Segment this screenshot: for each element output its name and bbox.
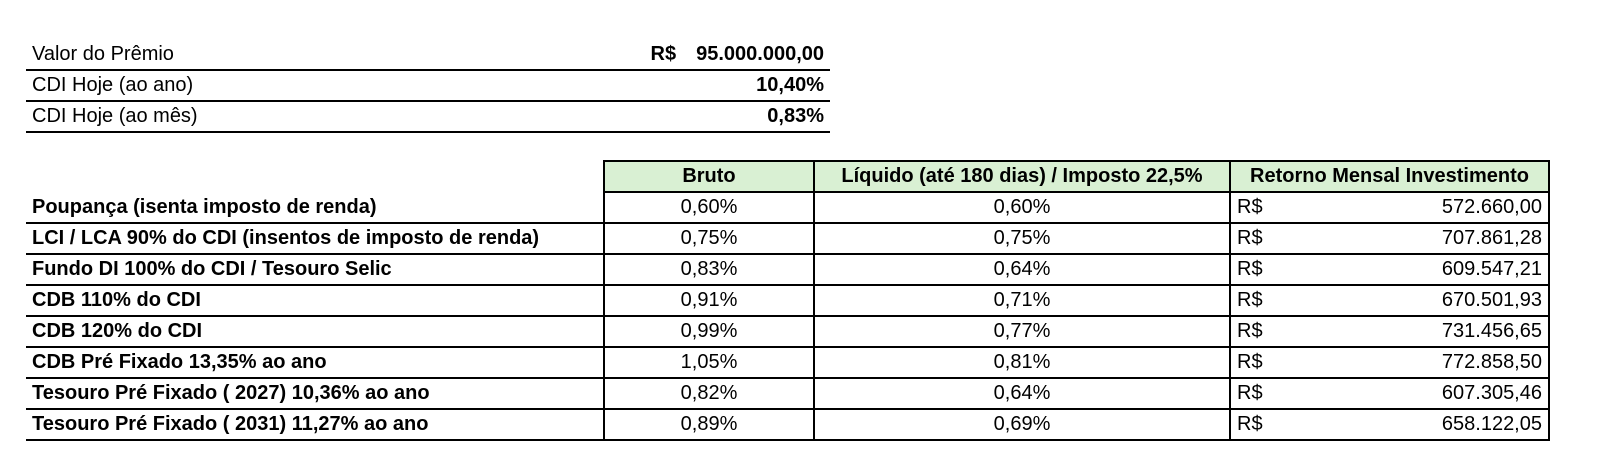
table-row: [26, 192, 1549, 223]
row-currency: R$: [1237, 289, 1263, 311]
row-bruto[interactable]: 0,83%: [604, 254, 814, 285]
header-retorno[interactable]: Retorno Mensal Investimento: [1230, 161, 1549, 192]
summary-row-premio: [26, 40, 830, 70]
row-liquido[interactable]: 0,60%: [814, 192, 1230, 223]
row-name[interactable]: CDB Pré Fixado 13,35% ao ano: [26, 347, 604, 378]
row-bruto[interactable]: 0,60%: [604, 192, 814, 223]
cdi-mes-label[interactable]: CDI Hoje (ao mês): [26, 101, 598, 132]
row-retorno-value: 572.660,00: [1441, 196, 1542, 218]
row-liquido[interactable]: 0,64%: [814, 378, 1230, 409]
row-retorno[interactable]: [1230, 347, 1549, 378]
row-retorno[interactable]: [1230, 192, 1549, 223]
row-bruto[interactable]: 0,91%: [604, 285, 814, 316]
row-retorno[interactable]: [1230, 285, 1549, 316]
summary-table: [26, 40, 830, 133]
row-name[interactable]: CDB 110% do CDI: [26, 285, 604, 316]
row-retorno[interactable]: [1230, 378, 1549, 409]
cdi-mes-value[interactable]: 0,83%: [598, 101, 830, 132]
row-retorno-value: 658.122,05: [1441, 413, 1542, 435]
row-currency: R$: [1237, 351, 1263, 373]
header-bruto[interactable]: Bruto: [604, 161, 814, 192]
header-liquido[interactable]: Líquido (até 180 dias) / Imposto 22,5%: [814, 161, 1230, 192]
cdi-ano-label[interactable]: CDI Hoje (ao ano): [26, 70, 598, 101]
premio-currency: R$: [650, 43, 677, 65]
investments-table: [26, 160, 1550, 441]
premio-label[interactable]: Valor do Prêmio: [26, 40, 598, 70]
row-liquido[interactable]: 0,69%: [814, 409, 1230, 440]
table-row: [26, 223, 1549, 254]
row-currency: R$: [1237, 320, 1263, 342]
table-row: [26, 347, 1549, 378]
row-bruto[interactable]: 0,89%: [604, 409, 814, 440]
row-name[interactable]: Fundo DI 100% do CDI / Tesouro Selic: [26, 254, 604, 285]
row-retorno-value: 772.858,50: [1441, 351, 1542, 373]
row-retorno[interactable]: [1230, 316, 1549, 347]
row-retorno-value: 707.861,28: [1441, 227, 1542, 249]
table-row: [26, 254, 1549, 285]
row-name[interactable]: CDB 120% do CDI: [26, 316, 604, 347]
header-blank-cell: [26, 161, 604, 192]
row-retorno-value: 731.456,65: [1441, 320, 1542, 342]
row-liquido[interactable]: 0,71%: [814, 285, 1230, 316]
summary-row-cdi-mes: [26, 101, 830, 132]
row-currency: R$: [1237, 227, 1263, 249]
table-row: [26, 316, 1549, 347]
row-currency: R$: [1237, 196, 1263, 218]
table-row: [26, 409, 1549, 440]
row-bruto[interactable]: 0,82%: [604, 378, 814, 409]
row-liquido[interactable]: 0,75%: [814, 223, 1230, 254]
row-retorno[interactable]: [1230, 223, 1549, 254]
row-currency: R$: [1237, 413, 1263, 435]
row-retorno-value: 609.547,21: [1441, 258, 1542, 280]
row-currency: R$: [1237, 382, 1263, 404]
row-liquido[interactable]: 0,64%: [814, 254, 1230, 285]
table-row: [26, 378, 1549, 409]
row-name[interactable]: Poupança (isenta imposto de renda): [26, 192, 604, 223]
summary-row-cdi-ano: [26, 70, 830, 101]
row-bruto[interactable]: 1,05%: [604, 347, 814, 378]
row-retorno[interactable]: [1230, 409, 1549, 440]
header-row: [26, 161, 1549, 192]
row-retorno[interactable]: [1230, 254, 1549, 285]
row-liquido[interactable]: 0,77%: [814, 316, 1230, 347]
row-name[interactable]: Tesouro Pré Fixado ( 2027) 10,36% ao ano: [26, 378, 604, 409]
premio-value-cell[interactable]: [598, 40, 830, 70]
row-retorno-value: 670.501,93: [1441, 289, 1542, 311]
row-name[interactable]: LCI / LCA 90% do CDI (insentos de imposto de renda): [26, 223, 604, 254]
row-currency: R$: [1237, 258, 1263, 280]
row-retorno-value: 607.305,46: [1441, 382, 1542, 404]
table-row: [26, 285, 1549, 316]
row-liquido[interactable]: 0,81%: [814, 347, 1230, 378]
row-bruto[interactable]: 0,99%: [604, 316, 814, 347]
cdi-ano-value[interactable]: 10,40%: [598, 70, 830, 101]
row-bruto[interactable]: 0,75%: [604, 223, 814, 254]
premio-value: 95.000.000,00: [696, 43, 824, 65]
row-name[interactable]: Tesouro Pré Fixado ( 2031) 11,27% ao ano: [26, 409, 604, 440]
